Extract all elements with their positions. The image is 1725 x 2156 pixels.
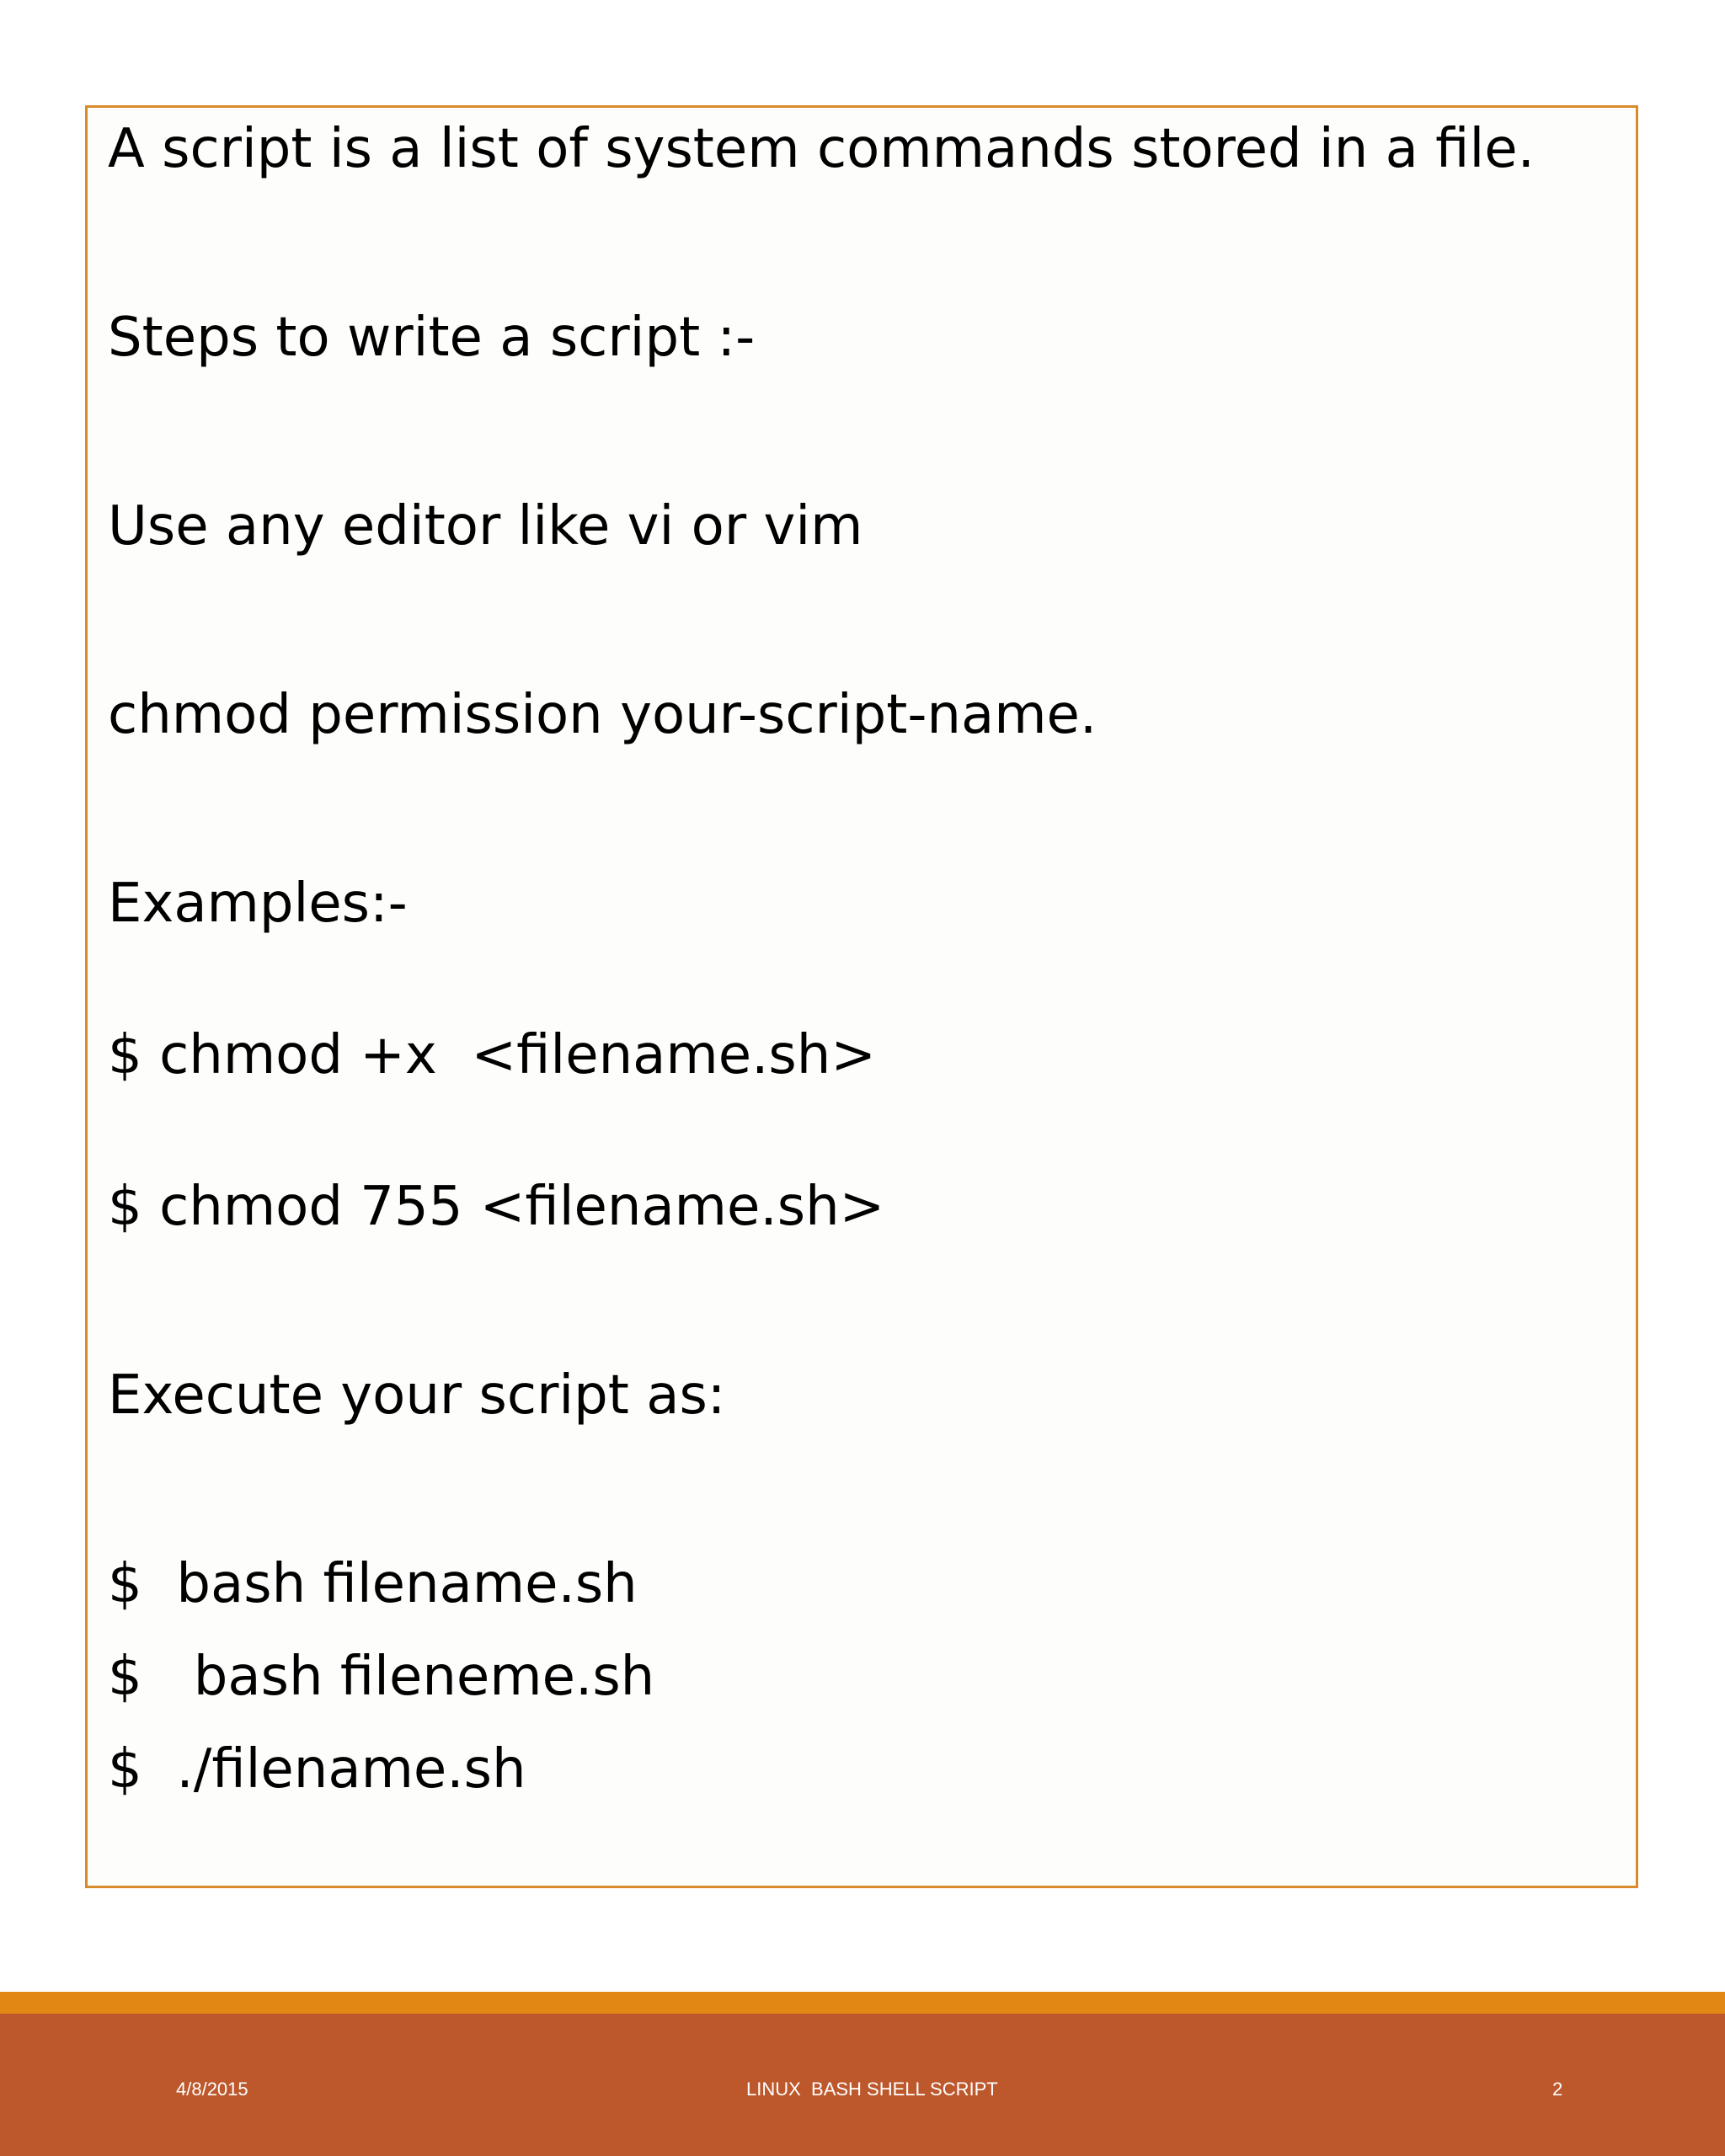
example-command-2: $ chmod 755 <filename.sh> bbox=[108, 1176, 885, 1238]
chmod-step-text: chmod permission your-script-name. bbox=[108, 684, 1097, 746]
footer-date: 4/8/2015 bbox=[176, 2079, 248, 2100]
steps-heading: Steps to write a script :- bbox=[108, 307, 756, 369]
footer-page-number: 2 bbox=[1552, 2079, 1563, 2100]
intro-text: A script is a list of system commands stored in a file. bbox=[108, 118, 1535, 180]
execute-command-2: $ bash fileneme.sh bbox=[108, 1646, 655, 1708]
footer-title: LINUX BASH SHELL SCRIPT bbox=[746, 2079, 998, 2100]
execute-command-3: $ ./filename.sh bbox=[108, 1738, 526, 1801]
example-command-1: $ chmod +x <filename.sh> bbox=[108, 1024, 876, 1086]
examples-heading: Examples:- bbox=[108, 873, 408, 935]
editor-step-text: Use any editor like vi or vim bbox=[108, 495, 863, 558]
execute-command-1: $ bash filename.sh bbox=[108, 1553, 638, 1615]
slide-content-box bbox=[85, 105, 1638, 1888]
footer-accent-stripe bbox=[0, 1992, 1725, 2014]
execute-heading: Execute your script as: bbox=[108, 1364, 726, 1427]
